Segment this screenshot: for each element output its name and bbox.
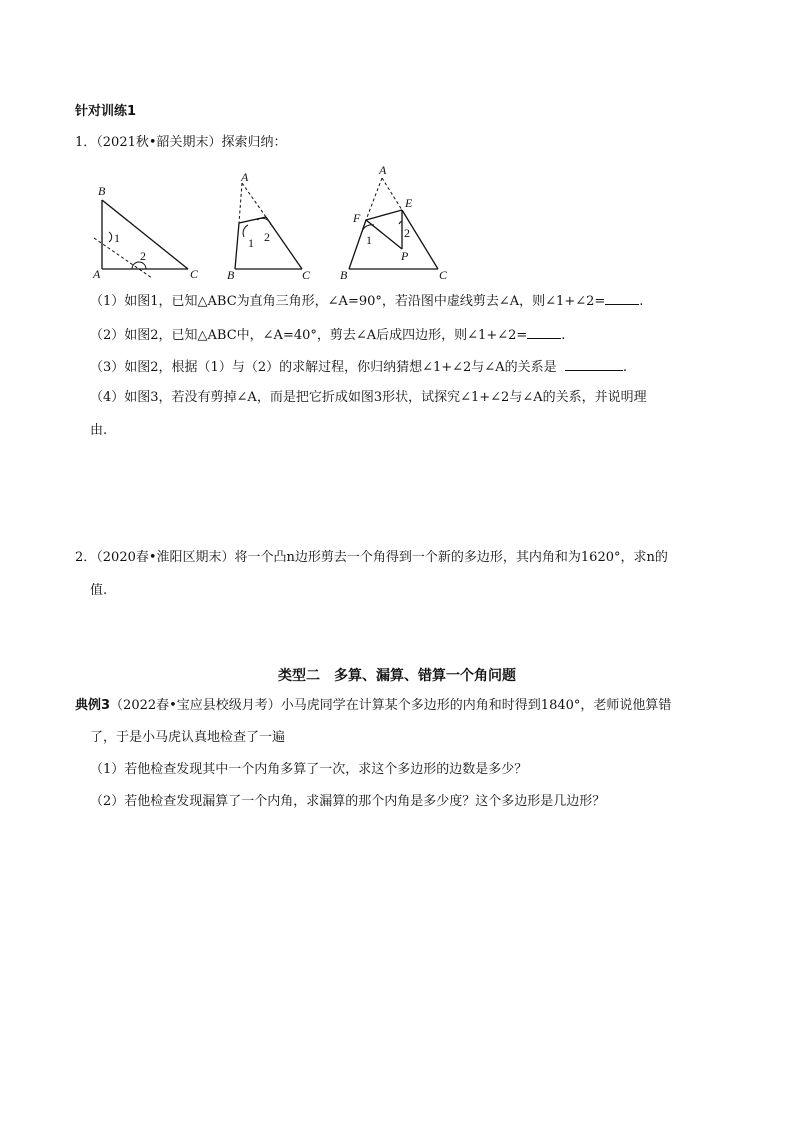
fig3-label-a: A bbox=[379, 163, 387, 177]
example-label: 典例3 bbox=[75, 698, 111, 713]
part-2-text: （2）如图2，已知△ABC中，∠A=40°，剪去∠A后成四边形，则∠1+∠2= bbox=[90, 328, 528, 343]
figure-1 bbox=[90, 180, 220, 280]
fig3-label-e: E bbox=[405, 196, 413, 210]
fig2-label-1: 1 bbox=[248, 236, 254, 250]
question-1-part-1 bbox=[90, 292, 643, 311]
fig3-label-b: B bbox=[340, 268, 348, 282]
fig2-label-c: C bbox=[302, 268, 311, 282]
example-3-line-1 bbox=[75, 697, 671, 715]
part-2-end: . bbox=[561, 328, 566, 343]
section-heading: 针对训练1 bbox=[75, 104, 137, 119]
fig1-label-a: A bbox=[93, 267, 101, 281]
fig3-label-p: P bbox=[401, 249, 409, 263]
answer-blank-3 bbox=[565, 358, 623, 371]
question-1-intro: 1．（2021秋•韶关期末）探索归纳： bbox=[75, 135, 287, 150]
section-2-title: 类型二 多算、漏算、错算一个角问题 bbox=[278, 668, 516, 684]
question-2-line-1: 2．（2020春•淮阳区期末）将一个凸n边形剪去一个角得到一个新的多边形，其内角和为1620°，求n的 bbox=[75, 550, 668, 565]
question-1-part-4-line-2: 由. bbox=[90, 423, 108, 438]
part-3-text: （3）如图2，根据（1）与（2）的求解过程，你归纳猜想∠1+∠2与∠A的关系是 bbox=[90, 360, 557, 375]
question-1-part-3 bbox=[90, 358, 627, 377]
fig1-label-2: 2 bbox=[140, 249, 146, 263]
fig2-label-a: A bbox=[241, 170, 249, 184]
fig3-label-1: 1 bbox=[366, 233, 372, 247]
fig1-label-b: B bbox=[98, 184, 106, 198]
figure-2 bbox=[222, 165, 322, 280]
answer-blank-1 bbox=[605, 292, 639, 305]
fig2-label-2: 2 bbox=[264, 230, 270, 244]
question-1-part-4-line-1: （4）如图3，若没有剪掉∠A，而是把它折成如图3形状，试探究∠1+∠2与∠A的关系，并说明理 bbox=[90, 390, 647, 405]
fig1-label-c: C bbox=[190, 267, 199, 281]
example-3-part-2: （2）若他检查发现漏算了一个内角，求漏算的那个内角是多少度？这个多边形是几边形？ bbox=[90, 794, 606, 809]
fig3-label-c: C bbox=[439, 268, 448, 282]
fig2-label-b: B bbox=[227, 268, 235, 282]
part-3-end: . bbox=[622, 360, 627, 375]
question-1-part-2 bbox=[90, 326, 565, 345]
question-2-line-2: 值. bbox=[90, 583, 108, 598]
example-3-part-1: （1）若他检查发现其中一个内角多算了一次，求这个多边形的边数是多少？ bbox=[90, 762, 528, 777]
fig1-label-1: 1 bbox=[114, 231, 120, 245]
part-1-text: （1）如图1，已知△ABC为直角三角形，∠A=90°，若沿图中虚线剪去∠A，则∠1+∠2= bbox=[90, 294, 606, 309]
part-1-end: . bbox=[639, 294, 644, 309]
example-3-line-2: 了，于是小马虎认真地检查了一遍 bbox=[90, 730, 286, 745]
answer-blank-2 bbox=[527, 326, 561, 339]
figure-3 bbox=[330, 160, 460, 280]
fig3-label-2: 2 bbox=[404, 226, 410, 240]
fig3-label-f: F bbox=[353, 211, 361, 225]
example-3-text: （2022春•宝应县校级月考）小马虎同学在计算某个多边形的内角和时得到1840°，老师说他算错 bbox=[110, 698, 672, 713]
